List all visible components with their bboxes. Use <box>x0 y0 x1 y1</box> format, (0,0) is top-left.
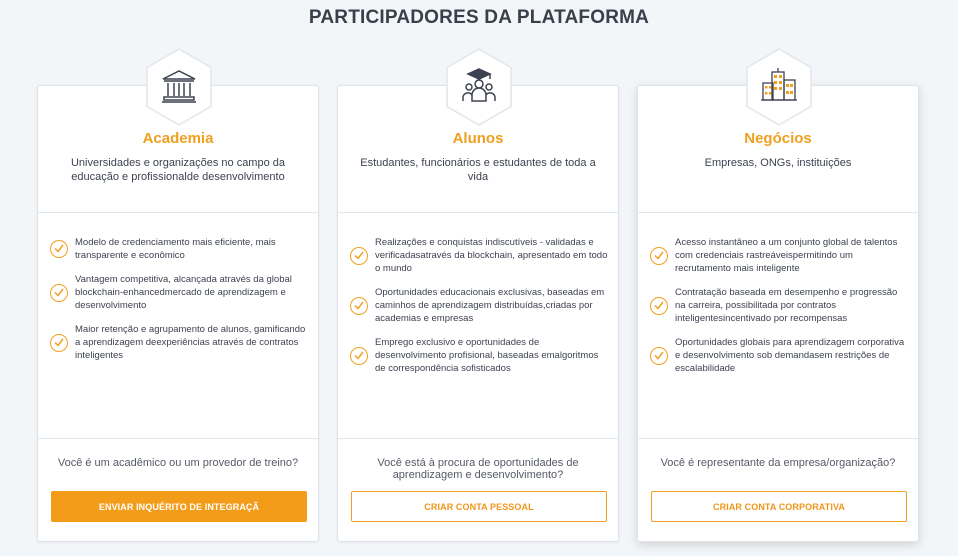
card-negocios <box>637 85 919 542</box>
check-icon <box>50 334 68 352</box>
card-title: Alunos <box>452 130 504 147</box>
hex-badge <box>745 48 813 126</box>
divider <box>338 438 618 439</box>
card-subtitle: Empresas, ONGs, instituições <box>704 157 852 169</box>
check-icon <box>50 284 68 302</box>
card-question: Você está à procura de oportunidades de aprendizagem e desenvolvimento? <box>377 457 579 481</box>
create-corporate-account-button[interactable]: CRIAR CONTA CORPORATIVA <box>651 491 907 522</box>
check-icon <box>350 347 368 365</box>
hex-badge <box>145 48 213 126</box>
academy-building-icon <box>159 66 199 106</box>
check-icon <box>350 247 368 265</box>
send-integration-inquiry-button[interactable]: ENVIAR INQUÉRITO DE INTEGRAÇÃ <box>51 491 307 522</box>
feature-item: Realizações e conquistas indiscutíveis - validadas e verificadasatravés da blockchain, apresentado em todo o mundo <box>350 236 610 275</box>
card-title: Academia <box>142 130 214 147</box>
check-icon <box>650 347 668 365</box>
check-icon <box>50 240 68 258</box>
feature-item: Acesso instantâneo a um conjunto global de talentos com credenciais rastreáveispermitindo um recrutamento mais inteligente <box>650 236 910 275</box>
city-buildings-icon <box>759 66 799 106</box>
feature-item: Emprego exclusivo e oportunidades de desenvolvimento profisional, baseadas emalgoritmos de correspondência sofisticados <box>350 336 610 375</box>
check-icon <box>650 247 668 265</box>
card-question: Você é um acadêmico ou um provedor de treino? <box>57 457 299 469</box>
feature-list <box>650 236 910 386</box>
students-graduation-icon <box>459 66 499 106</box>
divider <box>38 438 318 439</box>
card-question: Você é representante da empresa/organização? <box>660 457 896 469</box>
card-academia <box>37 85 319 542</box>
card-subtitle: Universidades e organizações no campo da educação e profissionalde desenvolvimento <box>70 157 286 183</box>
feature-list <box>350 236 610 386</box>
feature-item: Oportunidades educacionais exclusivas, baseadas em caminhos de aprendizagem distribuídas,criadas por academias e empresas <box>350 286 610 325</box>
card-subtitle: Estudantes, funcionários e estudantes de toda a vida <box>360 157 596 183</box>
divider <box>38 212 318 213</box>
create-personal-account-button[interactable]: CRIAR CONTA PESSOAL <box>351 491 607 522</box>
check-icon <box>650 297 668 315</box>
hex-badge <box>445 48 513 126</box>
feature-item: Modelo de credenciamento mais eficiente, mais transparente e econômico <box>50 236 310 262</box>
feature-item: Maior retenção e agrupamento de alunos, gamificando a aprendizagem deexperiências através de contratos inteligentes <box>50 323 310 362</box>
feature-list <box>50 236 310 373</box>
check-icon <box>350 297 368 315</box>
page-title: PARTICIPADORES DA PLATAFORMA <box>308 7 650 28</box>
divider <box>338 212 618 213</box>
feature-item: Contratação baseada em desempenho e progressão na carreira, possibilitada por contratos inteligentesincentivado por recompensas <box>650 286 910 325</box>
feature-item: Oportunidades globais para aprendizagem corporativa e desenvolvimento sob demandasem restrições de escalabilidade <box>650 336 910 375</box>
feature-item: Vantagem competitiva, alcançada através da global blockchain-enhancedmercado de aprendizagem e desenvolvimento <box>50 273 310 312</box>
card-alunos <box>337 85 619 542</box>
divider <box>638 438 918 439</box>
divider <box>638 212 918 213</box>
card-title: Negócios <box>744 130 812 147</box>
